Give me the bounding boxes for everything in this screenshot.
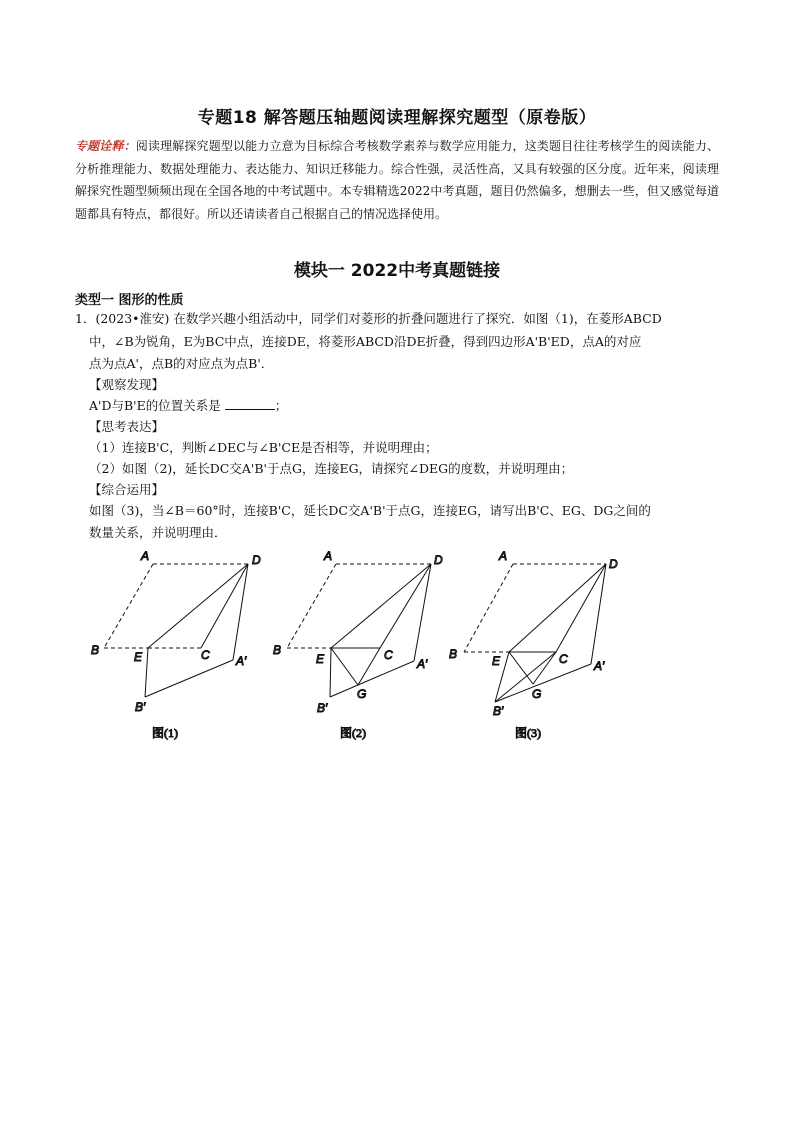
fig1-label-e: E xyxy=(134,650,143,664)
think-heading: 【思考表达】 xyxy=(89,419,165,434)
apply-question-2: 数量关系，并说明理由． xyxy=(89,525,227,540)
fig2-label-g: G xyxy=(357,687,367,701)
fig1-label-a-prime: A′ xyxy=(236,654,247,668)
section-type-heading: 类型一 图形的性质 xyxy=(75,293,184,308)
fig1-label-a: A xyxy=(141,549,150,563)
fig3-label-a-prime: A′ xyxy=(594,659,605,673)
fig1-label-b-prime: B′ xyxy=(135,700,146,714)
module-title: 模块一 2022中考真题链接 xyxy=(293,261,501,281)
fig2-label-a-prime: A′ xyxy=(417,657,428,671)
answer-blank[interactable] xyxy=(225,397,275,410)
question-line-1: 1．(2023•淮安) 在数学兴趣小组活动中，同学们对菱形的折叠问题进行了探究．如图（1)，在菱形ABCD xyxy=(75,311,662,326)
intro-label: 专题诠释： xyxy=(75,139,136,153)
observe-question-text: A'D与B'E的位置关系是 xyxy=(89,398,221,413)
fig3-label-b-prime: B′ xyxy=(493,704,504,718)
think-question-2: （2）如图（2)，延长DC交A'B'于点G，连接EG，请探究∠DEG的度数，并说明理由； xyxy=(89,461,574,476)
intro-text: 阅读理解探究题型以能力立意为目标综合考核数学素养与数学应用能力，这类题目往往考核学生的阅读能力、分析推理能力、数据处理能力、表达能力、知识迁移能力。综合性强，灵活性高，又具有较强的区分度。近年来，阅读理解探究性题型频频出现在全国各地的中考试题中。本专辑精选2022中考真题，题目仍然偏多，想删去一些，但又感觉每道题都具有特点，都很好。所以还请读者自己根据自己的情况选择使用。 xyxy=(75,139,719,221)
figure-2 xyxy=(273,549,443,740)
observe-question-end: ； xyxy=(274,398,288,413)
figure-1 xyxy=(91,549,261,740)
page-title: 专题18 解答题压轴题阅读理解探究题型（原卷版） xyxy=(197,108,597,128)
observe-heading: 【观察发现】 xyxy=(89,377,165,392)
fig1-label-d: D xyxy=(252,553,261,567)
fig3-label-c: C xyxy=(559,652,568,666)
fig3-label-a: A xyxy=(499,549,508,563)
intro-paragraph xyxy=(75,135,719,225)
fig2-label-b: B xyxy=(273,643,282,657)
fig2-label-e: E xyxy=(316,652,325,666)
fig3-label-b: B xyxy=(449,647,458,661)
fig3-label-g: G xyxy=(532,687,542,701)
observe-question xyxy=(89,396,739,414)
fig2-caption: 图(2) xyxy=(340,726,366,740)
question-line-3: 点为点A'，点B的对应点为点B'． xyxy=(89,356,274,371)
geometry-figures xyxy=(0,535,794,755)
fig1-caption: 图(1) xyxy=(152,726,178,740)
fig1-label-b: B xyxy=(91,643,100,657)
fig1-label-c: C xyxy=(201,648,210,662)
fig3-caption: 图(3) xyxy=(515,726,541,740)
fig2-label-d: D xyxy=(434,553,443,567)
fig2-label-a: A xyxy=(324,549,333,563)
fig3-label-e: E xyxy=(492,654,501,668)
apply-heading: 【综合运用】 xyxy=(89,482,165,497)
figure-3 xyxy=(449,549,618,740)
fig3-label-d: D xyxy=(609,557,618,571)
fig2-label-b-prime: B′ xyxy=(317,701,328,715)
fig2-label-c: C xyxy=(384,648,393,662)
question-line-2: 中，∠B为锐角，E为BC中点，连接DE，将菱形ABCD沿DE折叠，得到四边形A'B'ED，点A的对应 xyxy=(89,334,642,349)
think-question-1: （1）连接B'C，判断∠DEC与∠B'CE是否相等，并说明理由； xyxy=(89,440,438,455)
apply-question-1: 如图（3)，当∠B＝60°时，连接B'C，延长DC交A'B'于点G，连接EG，请写出B'C、EG、DG之间的 xyxy=(89,503,651,518)
